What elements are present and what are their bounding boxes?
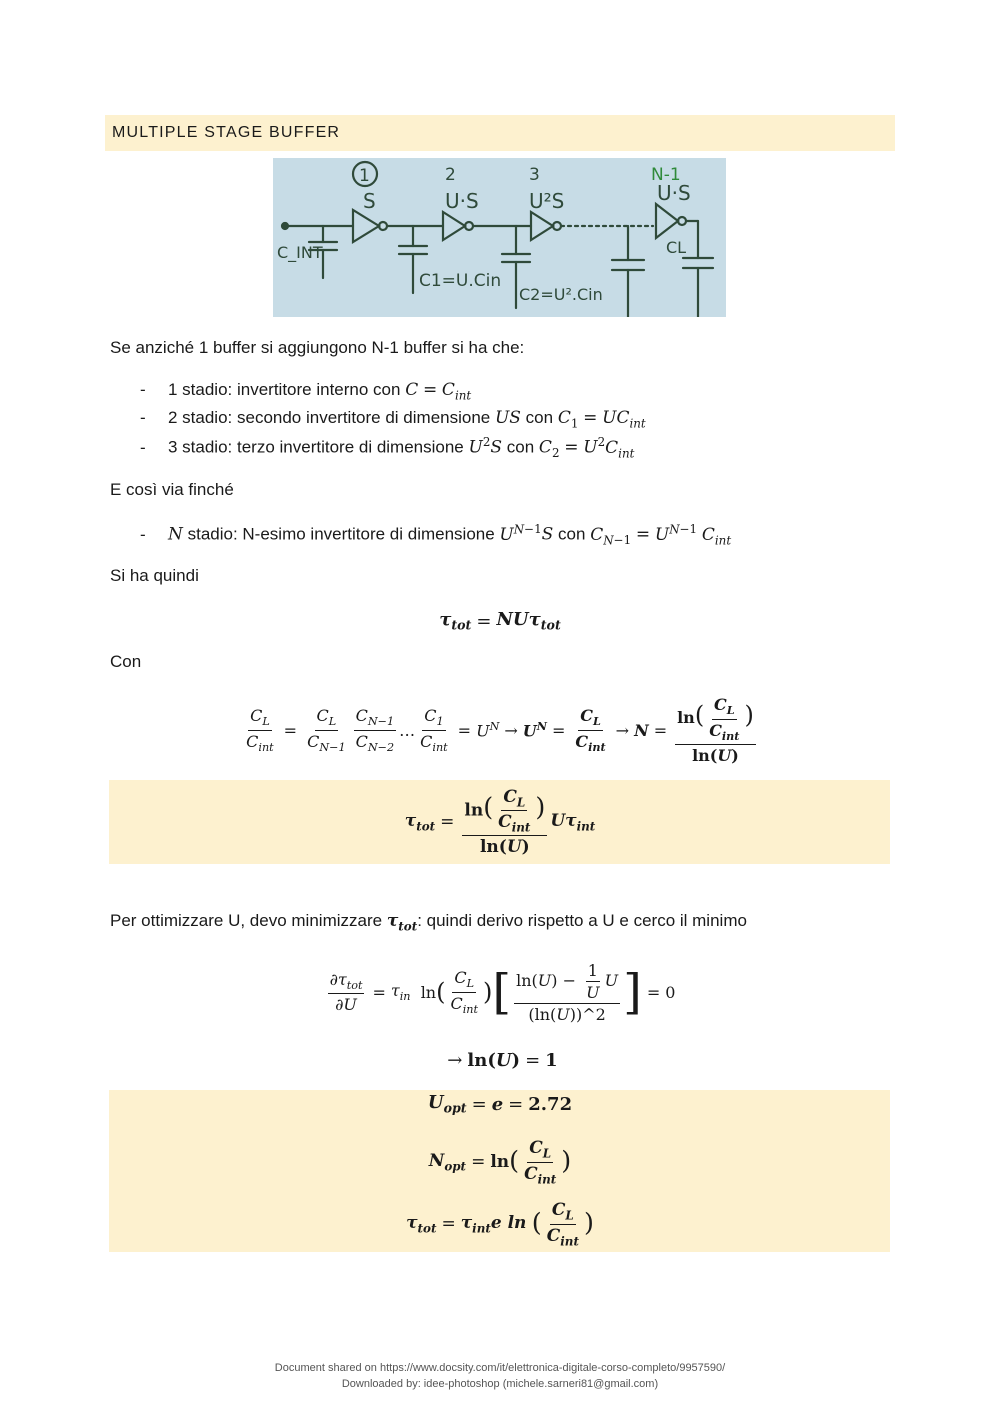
sketch-stage-3: 3 [529, 165, 540, 185]
sketch-size-n: U·S [657, 181, 691, 205]
list-item-mid: con [520, 408, 558, 427]
list-item-text: 3 stadio: terzo invertitore di dimensione [168, 437, 469, 457]
section-heading: MULTIPLE STAGE BUFFER [105, 115, 895, 151]
sketch-size-2: U·S [445, 189, 479, 213]
sketch-stage-1: 1 [359, 166, 370, 186]
optimize-post: : quindi derivo rispetto a U e cerco il minimo [417, 911, 747, 930]
list-dash: - [140, 524, 146, 544]
list-dash: - [140, 437, 146, 457]
equation-derivative: $\frac{\partial\tau_{tot}}{\partial U}$ = $\tau_{in}$ ln ( $\frac{C_L}{C_{int}}$ ) [ ln(U) − $\frac{1}{U}$ U (ln(U))^2 ] = 0 [329, 960, 676, 1024]
list-item-text: stadio: N-esimo invertitore di dimensione [182, 524, 500, 544]
list-item-text: 2 stadio: secondo invertitore di dimensione [168, 408, 495, 427]
sketch-stage-n: N-1 [651, 165, 681, 185]
equation-tau-result: $\tau_{tot}$ = ln( $\frac{C_L}{C_{int}}$ ) ln(U) $U\tau_{int}$ [404, 786, 596, 858]
footer-downloaded: Downloaded by: idee-photoshop (michele.sarneri81@gmail.com) [341, 1378, 659, 1390]
circuit-sketch [273, 158, 726, 317]
circuit-sketch-image [273, 158, 726, 317]
si-ha-text: Si ha quindi [110, 566, 199, 585]
continuation-text: E così via finché [110, 480, 234, 499]
sketch-size-3: U²S [529, 189, 565, 213]
equation-uopt: $U_{opt}$ = e = 2.72 [427, 1092, 573, 1116]
uopt-value: 2.72 [528, 1093, 573, 1115]
sketch-stage-2: 2 [445, 165, 456, 185]
list-item: - 1 stadio: invertitore interno con $C = C_{int}$ [140, 380, 472, 403]
list-item-mid: con [553, 524, 591, 544]
sketch-cap-l: CL [666, 238, 687, 257]
list-item: - N stadio: N-esimo invertitore di dimensione $U^{N-1}S$ con $C_{N-1} = U^{N-1}$ $C_{int}$ [140, 522, 732, 548]
list-item: - 3 stadio: terzo invertitore di dimensione $U^2S$ con $C_2 = U^2C_{int}$ [140, 435, 635, 461]
equation-lnu: → ln( U ) = 1 [447, 1049, 558, 1071]
list-dash: - [140, 408, 146, 427]
list-dash: - [140, 380, 146, 399]
footer-shared: Document shared on https://www.docsity.com/it/elettronica-digitale-corso-completo/9957590/ [274, 1362, 726, 1374]
equation-tau-opt: $\tau_{tot}$ = $\tau_{int}e$ ln ( $\frac{C_L}{C_{int}}$ ) [406, 1200, 594, 1248]
list-item-text: 1 stadio: invertitore interno con [168, 380, 406, 399]
equation-nopt: $N_{opt}$ = ln ( $\frac{C_L}{C_{int}}$ ) [428, 1138, 572, 1186]
con-text: Con [110, 652, 142, 671]
sketch-cap-int: C_INT [277, 243, 323, 262]
optimize-pre: Per ottimizzare U, devo minimizzare [110, 911, 387, 930]
equation-ratio: $\frac{C_L}{C_{int}}$ = $\frac{C_L}{C_{N-1}}$ $\frac{C_{N-1}}{C_{N-2}}$ … $\frac{C_1}{C_{int}}$ = $U^N$ → $U^N$ = $\frac{C_L}{C_{int}}$ → N = ln( $\frac{C_L}{C_{int}}$ ) ln(U) [246, 695, 754, 765]
intro-text: Se anziché 1 buffer si aggiungono N-1 buffer si ha che: [110, 338, 525, 357]
sketch-size-1: S [363, 189, 376, 213]
list-item: - 2 stadio: secondo invertitore di dimensione US con $C_1 = UC_{int}$ [140, 408, 646, 431]
sketch-cap-1: C1=U.Cin [419, 271, 502, 291]
list-item-mid: con [502, 437, 539, 457]
sketch-cap-2: C2=U².Cin [519, 285, 603, 304]
optimize-text: Per ottimizzare U, devo minimizzare $\tau_{tot}$: quindi derivo rispetto a U e cerco il minimo [110, 911, 747, 934]
equation-tau-tot: $\tau_{tot}$ = NUτ$_{tot}$ [439, 609, 561, 633]
